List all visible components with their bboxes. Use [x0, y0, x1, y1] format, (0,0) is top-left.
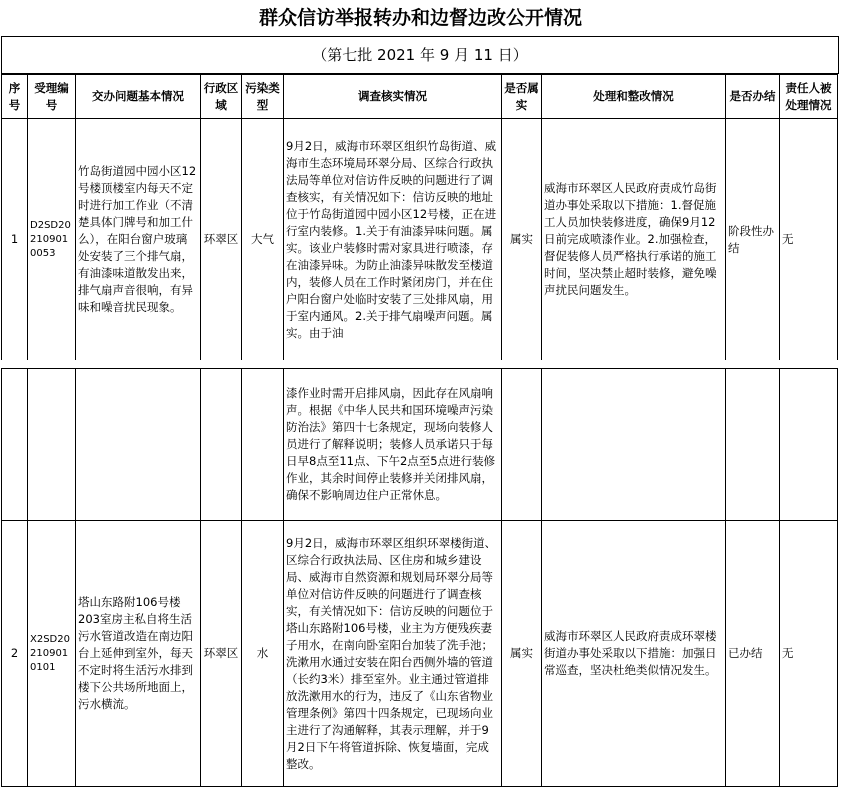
cell-investigation: 9月2日，威海市环翠区组织环翠楼街道、区综合行政执法局、区住房和城乡建设局、威海市自然资源和规划局环翠分局等单位对信访件反映的问题进行了调查核实，有关情况如下：信访反映的问题位于塔山东路附106号楼，业主为方便残疾妻子用水，在南向卧室阳台加装了洗手池；洗漱用水通过安装在阳台西侧外墙的管道（长约3米）排至室外。业主通过管道排放洗漱用水的行为，违反了《山东省物业管理条例》第四十四条规定，已现场向业主进行了沟通解释，其表示理解，并于9月2日下午将管道拆除、恢复墙面，完成整改。: [284, 521, 502, 787]
cell-id: D2SD202109010053: [28, 119, 76, 361]
cell-district: 环翠区: [201, 521, 242, 787]
cell-type: 水: [242, 521, 284, 787]
table-row: [2, 521, 838, 787]
header-no: 序号: [2, 75, 28, 119]
table-row-continued: [2, 369, 838, 521]
cell-verified: 属实: [502, 119, 542, 361]
table-row: [2, 119, 838, 361]
cell-id: X2SD202109010101: [28, 521, 76, 787]
cell-no: 2: [2, 521, 28, 787]
cell-responsible: 无: [780, 119, 838, 361]
cell-verified: 属实: [502, 521, 542, 787]
cell-responsible: 无: [780, 521, 838, 787]
header-investigation: 调查核实情况: [284, 75, 502, 119]
header-done: 是否办结: [726, 75, 780, 119]
page-title: 群众信访举报转办和边督边改公开情况: [258, 7, 582, 29]
header-issue: 交办问题基本情况: [76, 75, 201, 119]
cell-no: 1: [2, 119, 28, 361]
cell-issue: 竹岛街道园中园小区12号楼顶楼室内每天不定时进行加工作业（不清楚具体门牌号和加工什么），在阳台窗户玻璃处安装了三个排气扇，有油漆味道散发出来，排气扇声音很响，有异味和噪音扰民现象。: [76, 119, 201, 361]
cell-type: 大气: [242, 119, 284, 361]
table-header-row: [2, 75, 838, 119]
page-break: [0, 360, 841, 368]
header-id: 受理编号: [28, 75, 76, 119]
cell-handling: 威海市环翠区人民政府责成环翠楼街道办事处采取以下措施：加强日常巡查，坚决杜绝类似情况发生。: [542, 521, 726, 787]
cell-investigation-cont: 漆作业时需开启排风扇，因此存在风扇响声。根据《中华人民共和国环境噪声污染防治法》第四十七条规定，现场向装修人员进行了解释说明；装修人员承诺只于每日早8点至11点、下午2点至5点进行装修作业，其余时间停止装修并关闭排风扇，确保不影响周边住户正常休息。: [284, 369, 502, 521]
cell-district: 环翠区: [201, 119, 242, 361]
report-table: [1, 74, 838, 361]
header-district: 行政区域: [201, 75, 242, 119]
cell-done: 已办结: [726, 521, 780, 787]
report-table-continued: [1, 368, 838, 787]
header-type: 污染类型: [242, 75, 284, 119]
header-handling: 处理和整改情况: [542, 75, 726, 119]
cell-investigation: 9月2日，威海市环翠区组织竹岛街道、威海市生态环境局环翠分局、区综合行政执法局等单位对信访件反映的问题进行了调查核实，有关情况如下：信访反映的地址位于竹岛街道园中园小区12号楼，正在进行室内装修。1.关于有油漆异味问题。属实。该业户装修时需对家具进行喷漆，存在油漆异味。为防止油漆异味散发至楼道内，装修人员在工作时紧闭房门，并在住户阳台窗户处临时安装了三处排风扇，用于室内通风。2.关于排气扇噪声问题。属实。由于油: [284, 119, 502, 361]
cell-handling: 威海市环翠区人民政府责成竹岛街道办事处采取以下措施：1.督促施工人员加快装修进度，确保9月12日前完成喷漆作业。2.加强检查，督促装修人员严格执行承诺的施工时间，坚决禁止超时装修，避免噪声扰民问题发生。: [542, 119, 726, 361]
cell-done: 阶段性办结: [726, 119, 780, 361]
cell-issue: 塔山东路附106号楼203室房主私自将生活污水管道改造在南边阳台上延伸到室外，每天不定时将生活污水排到楼下公共场所地面上，污水横流。: [76, 521, 201, 787]
header-verified: 是否属实: [502, 75, 542, 119]
header-responsible: 责任人被处理情况: [780, 75, 838, 119]
batch-label: （第七批 2021 年 9 月 11 日）: [1, 36, 839, 74]
